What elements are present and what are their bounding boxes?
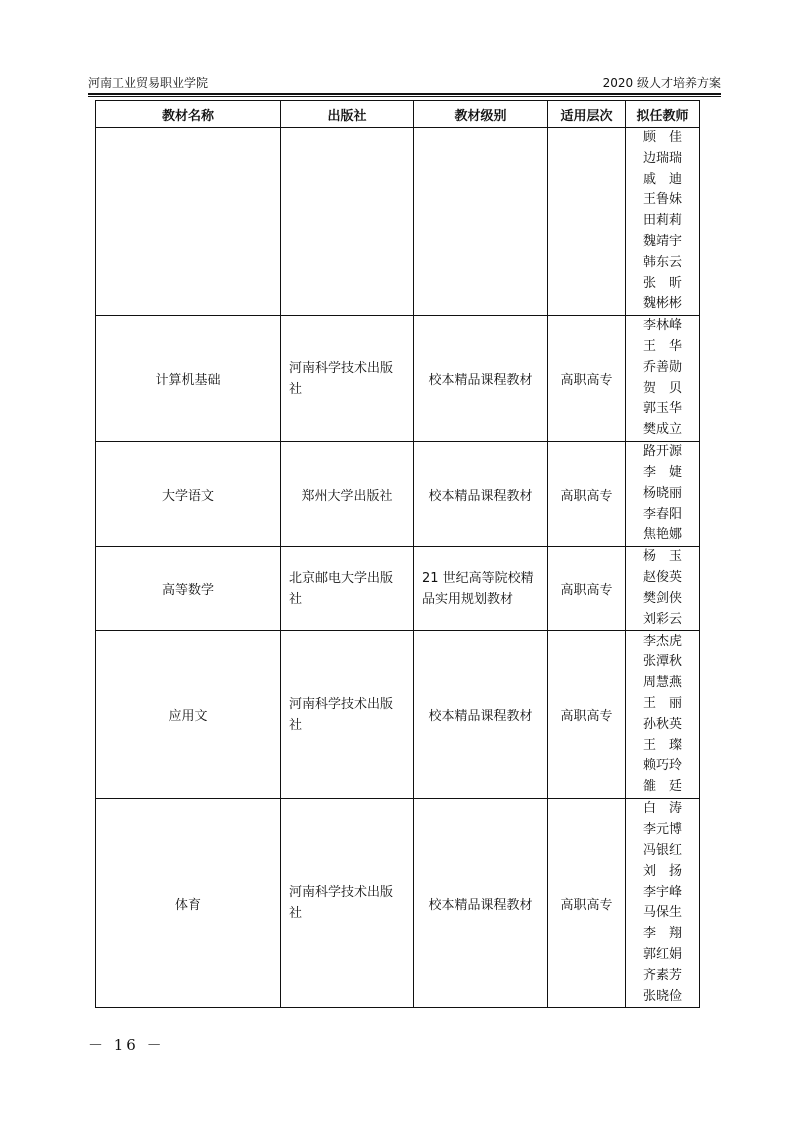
cell-publisher <box>281 547 414 631</box>
teacher-name: 李 翔 <box>642 926 682 942</box>
teacher-name: 樊剑侠 <box>642 590 682 606</box>
cell-tier: 高职高专 <box>548 442 626 547</box>
teacher-name: 李元博 <box>642 822 682 838</box>
table-row <box>96 799 700 1008</box>
teacher-name: 张 昕 <box>642 275 682 291</box>
cell-publisher <box>281 631 414 799</box>
teacher-name: 李宇峰 <box>642 884 682 900</box>
cell-textbook-name: 计算机基础 <box>96 316 281 442</box>
cell-textbook-name <box>96 128 281 316</box>
table-header-row <box>96 101 700 128</box>
cell-textbook-name: 体育 <box>96 799 281 1008</box>
level-text: 21 世纪高等院校精品实用规划教材 <box>422 570 534 607</box>
teacher-name: 雒 廷 <box>642 779 682 795</box>
teacher-name: 白 涛 <box>642 801 682 817</box>
cell-level: 校本精品课程教材 <box>414 442 548 547</box>
teacher-name: 赵俊英 <box>642 569 682 585</box>
cell-publisher: 郑州大学出版社 <box>281 442 414 547</box>
publisher-text: 北京邮电大学出版社 <box>289 570 394 607</box>
teacher-name: 王 丽 <box>642 696 682 712</box>
cell-teachers <box>626 316 700 442</box>
teacher-name: 齐素芳 <box>642 967 682 983</box>
teacher-name: 贺 贝 <box>642 380 682 396</box>
cell-teachers <box>626 631 700 799</box>
running-header <box>88 74 721 92</box>
teacher-name: 田莉莉 <box>642 213 682 229</box>
teacher-name: 顾 佳 <box>642 130 682 145</box>
teacher-name: 李 婕 <box>642 464 682 480</box>
teacher-name: 王 华 <box>642 339 682 355</box>
teacher-name: 郭红娟 <box>642 946 682 962</box>
teacher-name: 樊成立 <box>642 422 682 438</box>
publisher-text: 河南科学技术出版社 <box>289 360 394 397</box>
teacher-name: 戚 迪 <box>642 171 682 187</box>
table-row <box>96 128 700 316</box>
cell-level: 校本精品课程教材 <box>414 316 548 442</box>
cell-textbook-name: 大学语文 <box>96 442 281 547</box>
teacher-name: 张晓俭 <box>642 988 682 1004</box>
cell-tier <box>548 128 626 316</box>
page-number: － 16 － <box>88 1036 165 1054</box>
teacher-name: 李杰虎 <box>642 633 682 649</box>
column-header-publisher: 出版社 <box>281 101 414 128</box>
cell-tier: 高职高专 <box>548 631 626 799</box>
cell-publisher <box>281 128 414 316</box>
teacher-name: 王鲁妹 <box>642 192 682 208</box>
cell-publisher <box>281 316 414 442</box>
table-row <box>96 316 700 442</box>
teacher-name: 乔善勋 <box>642 359 682 375</box>
cell-tier: 高职高专 <box>548 547 626 631</box>
teacher-name: 李春阳 <box>642 506 682 522</box>
column-header-level: 教材级别 <box>414 101 548 128</box>
teacher-name: 赖巧玲 <box>642 758 682 774</box>
cell-teachers <box>626 799 700 1008</box>
cell-textbook-name: 应用文 <box>96 631 281 799</box>
column-header-teachers: 拟任教师 <box>626 101 700 128</box>
teacher-name: 刘 扬 <box>642 863 682 879</box>
column-header-textbook-name: 教材名称 <box>96 101 281 128</box>
teacher-name: 韩东云 <box>642 254 682 270</box>
cell-textbook-name: 高等数学 <box>96 547 281 631</box>
teacher-name: 魏靖宇 <box>642 233 682 249</box>
cell-tier: 高职高专 <box>548 316 626 442</box>
textbook-table <box>95 100 700 1008</box>
teacher-name: 郭玉华 <box>642 401 682 417</box>
teacher-name: 周慧燕 <box>642 675 682 691</box>
cell-level <box>414 128 548 316</box>
column-header-tier: 适用层次 <box>548 101 626 128</box>
cell-publisher <box>281 799 414 1008</box>
teacher-name: 张潭秋 <box>642 654 682 670</box>
cell-level: 校本精品课程教材 <box>414 799 548 1008</box>
cell-level <box>414 547 548 631</box>
header-rule-thick <box>88 93 721 95</box>
table-row <box>96 631 700 799</box>
teacher-name: 李林峰 <box>642 318 682 334</box>
teacher-name: 马保生 <box>642 905 682 921</box>
teacher-name: 刘彩云 <box>642 611 682 627</box>
header-document-title: 2020 级人才培养方案 <box>602 76 721 90</box>
teacher-name: 杨晓丽 <box>642 485 682 501</box>
table-row <box>96 442 700 547</box>
teacher-name: 焦艳娜 <box>642 527 682 543</box>
header-rule-thin <box>88 96 721 97</box>
publisher-text: 河南科学技术出版社 <box>289 885 394 922</box>
table-row <box>96 547 700 631</box>
teacher-name: 路开源 <box>642 444 682 460</box>
cell-teachers <box>626 128 700 316</box>
teacher-name: 边瑞瑞 <box>642 150 682 166</box>
teacher-name: 杨 玉 <box>642 549 682 565</box>
teacher-name: 魏彬彬 <box>642 296 682 312</box>
cell-teachers <box>626 442 700 547</box>
header-school-name: 河南工业贸易职业学院 <box>88 76 209 90</box>
teacher-name: 孙秋英 <box>642 716 682 732</box>
cell-tier: 高职高专 <box>548 799 626 1008</box>
cell-level: 校本精品课程教材 <box>414 631 548 799</box>
teacher-name: 王 璨 <box>642 737 682 753</box>
teacher-name: 冯银红 <box>642 842 682 858</box>
cell-teachers <box>626 547 700 631</box>
publisher-text: 河南科学技术出版社 <box>289 696 394 733</box>
